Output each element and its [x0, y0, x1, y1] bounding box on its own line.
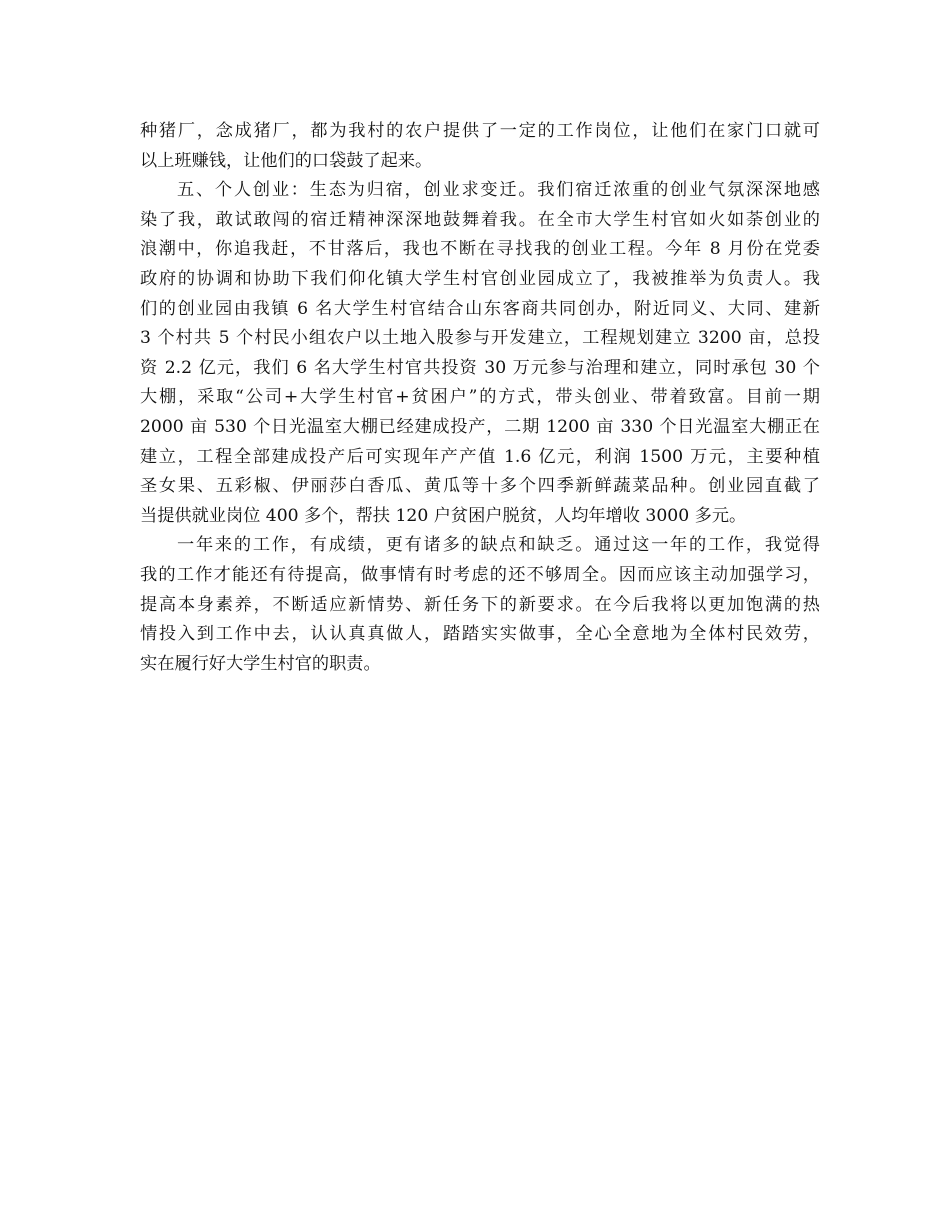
text-line: 五、个人创业：生态为归宿，创业求变迁。我们宿迁浓重的创业气氛深深地感	[177, 180, 820, 201]
document-body	[140, 117, 820, 679]
text-line: 情投入到工作中去，认认真真做人，踏踏实实做事，全心全意地为全体村民效劳，	[140, 624, 820, 645]
text-line: 以上班赚钱，让他们的口袋鼓了起来。	[140, 150, 433, 171]
text-line: 政府的协调和协助下我们仰化镇大学生村官创业园成立了，我被推举为负责人。我	[140, 268, 820, 289]
text-line: 提高本身素养，不断适应新情势、新任务下的新要求。在今后我将以更加饱满的热	[140, 594, 820, 615]
text-line: 3 个村共 5 个村民小组农户以土地入股参与开发建立，工程规划建立 3200 亩，总投	[140, 328, 820, 349]
text-line: 染了我，敢试敢闯的宿迁精神深深地鼓舞着我。在全市大学生村官如火如荼创业的	[140, 209, 820, 230]
text-line: 建立，工程全部建成投产后可实现年产产值 1.6 亿元，利润 1500 万元，主要种植	[140, 446, 820, 467]
text-line: 一年来的工作，有成绩，更有诸多的缺点和缺乏。通过这一年的工作，我觉得	[177, 535, 820, 556]
text-line: 当提供就业岗位 400 多个，帮扶 120 户贫困户脱贫，人均年增收 3000 多元。	[140, 505, 747, 526]
text-line: 实在履行好大学生村官的职责。	[140, 653, 381, 674]
text-line: 种猪厂，念成猪厂，都为我村的农户提供了一定的工作岗位，让他们在家门口就可	[140, 121, 820, 141]
paragraph-1	[140, 117, 820, 176]
paragraph-2	[140, 176, 820, 531]
text-line: 大棚，采取“公司+大学生村官+贫困户”的方式，带头创业、带着致富。目前一期	[140, 387, 820, 408]
text-line: 们的创业园由我镇 6 名大学生村官结合山东客商共同创办，附近同义、大同、建新	[140, 298, 820, 319]
text-line: 资 2.2 亿元，我们 6 名大学生村官共投资 30 万元参与治理和建立，同时承包 30 个	[140, 357, 820, 378]
text-line: 我的工作才能还有待提高，做事情有时考虑的还不够周全。因而应该主动加强学习，	[140, 564, 820, 585]
paragraph-3	[140, 531, 820, 679]
text-line: 浪潮中，你追我赶，不甘落后，我也不断在寻找我的创业工程。今年 8 月份在党委	[140, 239, 820, 260]
text-line: 2000 亩 530 个日光温室大棚已经建成投产，二期 1200 亩 330 个日光温室大棚正在	[140, 416, 820, 437]
text-line: 圣女果、五彩椒、伊丽莎白香瓜、黄瓜等十多个四季新鲜蔬菜品种。创业园直截了	[140, 476, 820, 497]
